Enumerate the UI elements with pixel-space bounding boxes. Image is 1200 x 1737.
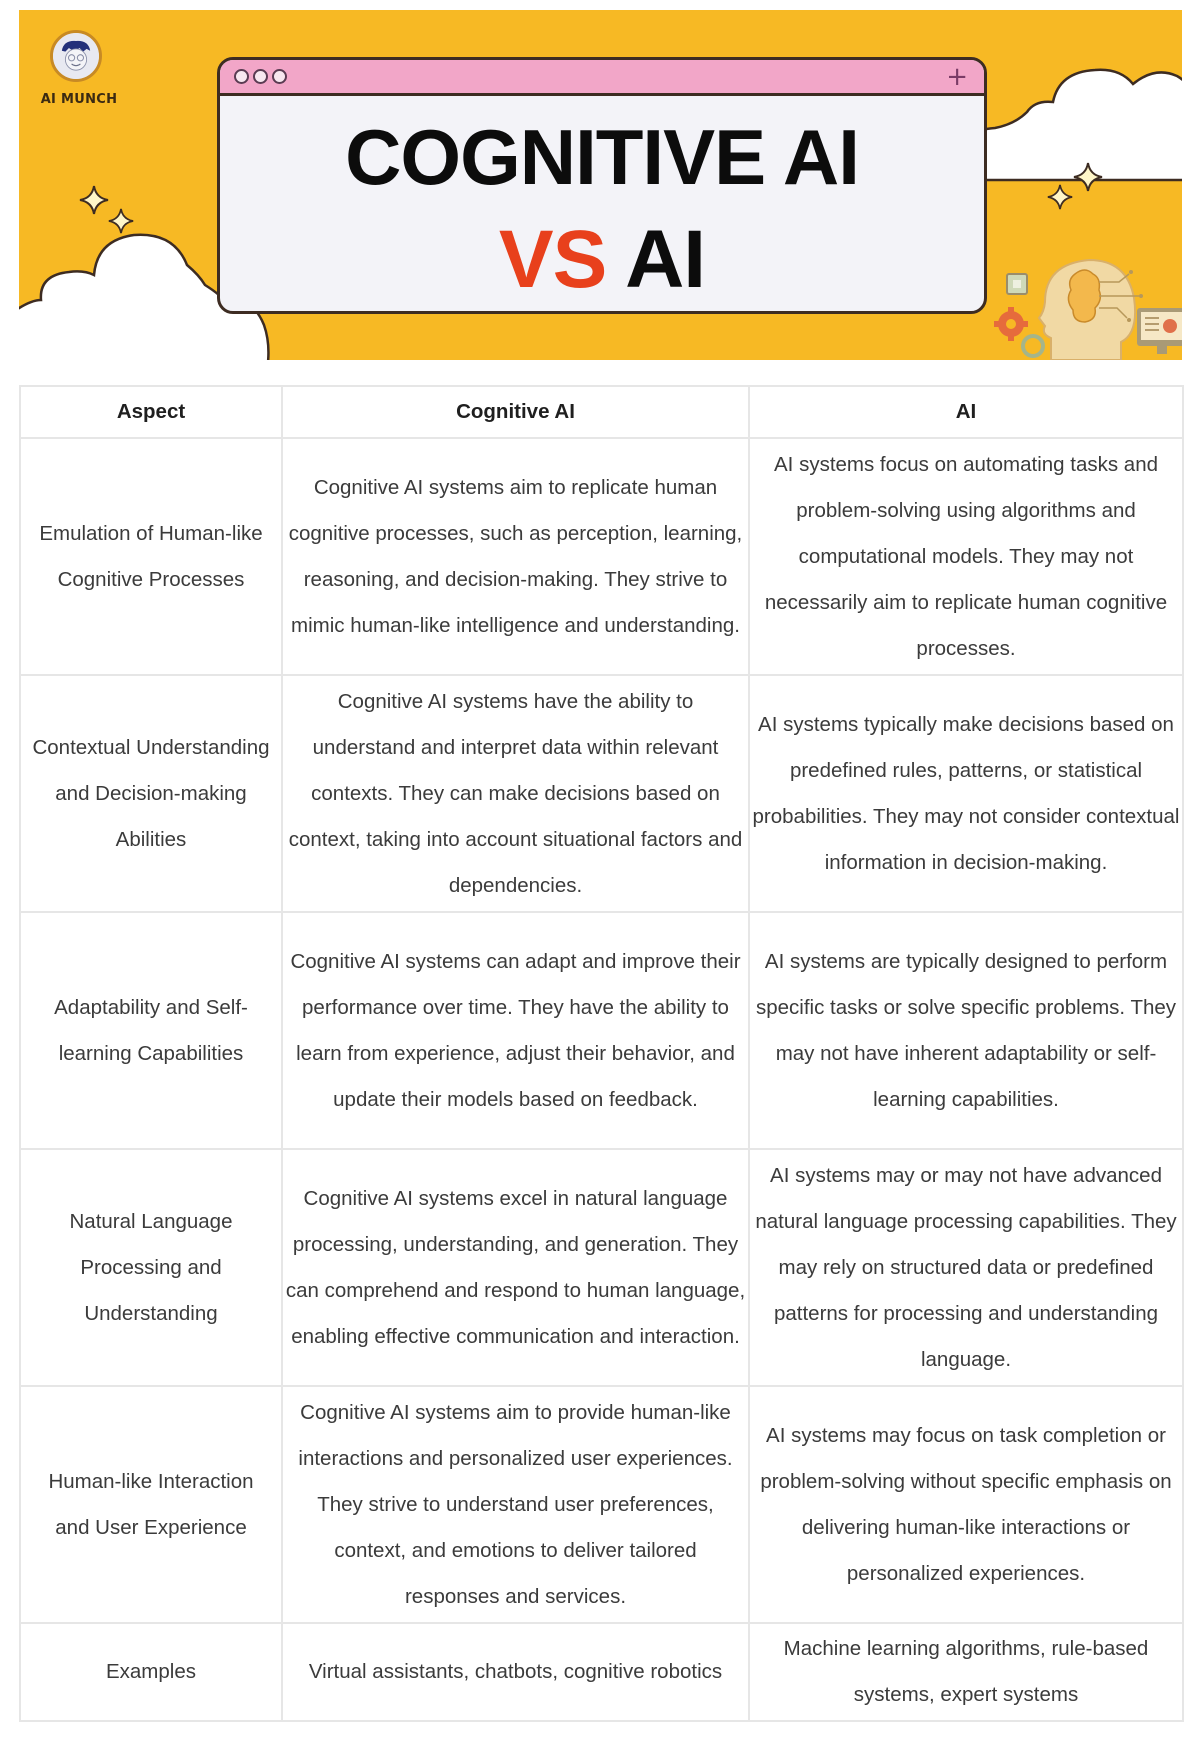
aspect-cell: Examples [20, 1623, 282, 1721]
cloud-icon [955, 62, 1182, 184]
ai-cell: AI systems are typically designed to perform specific tasks or solve specific problems. They may not have inherent adaptability or self-learning capabilities. [749, 912, 1183, 1149]
table-row [20, 438, 1183, 675]
column-header-cognitive-ai: Cognitive AI [282, 386, 749, 438]
window-dot-icon [272, 69, 287, 84]
ai-cell: AI systems may or may not have advanced natural language processing capabilities. They may rely on structured data or predefined patterns for processing and understanding language. [749, 1149, 1183, 1386]
window-title-bar [220, 60, 984, 96]
sparkle-icon [1073, 162, 1103, 192]
column-header-ai: AI [749, 386, 1183, 438]
cognitive-ai-cell: Cognitive AI systems have the ability to understand and interpret data within relevant contexts. They can make decisions based on context, taking into account situational factors and dependencies. [282, 675, 749, 912]
brain-head-icon [989, 238, 1182, 360]
cognitive-ai-cell: Cognitive AI systems aim to provide human-like interactions and personalized user experiences. They strive to understand user preferences, context, and emotions to deliver tailored responses and services. [282, 1386, 749, 1623]
table-row [20, 1386, 1183, 1623]
aspect-cell: Human-like Interaction and User Experience [20, 1386, 282, 1623]
aspect-cell: Contextual Understanding and Decision-making Abilities [20, 675, 282, 912]
header-banner [19, 10, 1182, 360]
aspect-cell: Adaptability and Self-learning Capabilities [20, 912, 282, 1149]
title-ai: AI [625, 214, 706, 305]
cognitive-ai-cell: Cognitive AI systems can adapt and improve their performance over time. They have the ability to learn from experience, adjust their behavior, and update their models based on feedback. [282, 912, 749, 1149]
column-header-aspect: Aspect [20, 386, 282, 438]
aspect-cell: Emulation of Human-like Cognitive Processes [20, 438, 282, 675]
sparkle-icon [79, 185, 109, 215]
comparison-table [19, 385, 1182, 1722]
table-row [20, 675, 1183, 912]
page-title-line-2 [220, 214, 984, 306]
window-dot-icon [234, 69, 249, 84]
table-row [20, 1149, 1183, 1386]
cognitive-ai-cell: Virtual assistants, chatbots, cognitive robotics [282, 1623, 749, 1721]
table-row [20, 912, 1183, 1149]
page-title-line-1: COGNITIVE AI [345, 113, 859, 201]
cognitive-ai-cell: Cognitive AI systems aim to replicate human cognitive processes, such as perception, learning, reasoning, and decision-making. They strive to mimic human-like intelligence and understanding. [282, 438, 749, 675]
ai-cell: Machine learning algorithms, rule-based systems, expert systems [749, 1623, 1183, 1721]
cognitive-ai-cell: Cognitive AI systems excel in natural language processing, understanding, and generation. They can comprehend and respond to human language, enabling effective communication and interaction. [282, 1149, 749, 1386]
table-row [20, 1623, 1183, 1721]
table-header-row [20, 386, 1183, 438]
plus-icon: + [946, 62, 968, 92]
brand-name: AI MUNCH [40, 92, 118, 107]
window-dot-icon [253, 69, 268, 84]
aspect-cell: Natural Language Processing and Understanding [20, 1149, 282, 1386]
ai-cell: AI systems may focus on task completion or problem-solving without specific emphasis on delivering human-like interactions or personalized experiences. [749, 1386, 1183, 1623]
sparkle-icon [1047, 184, 1073, 210]
ai-cell: AI systems typically make decisions based on predefined rules, patterns, or statistical probabilities. They may not consider contextual information in decision-making. [749, 675, 1183, 912]
ai-cell: AI systems focus on automating tasks and problem-solving using algorithms and computational models. They may not necessarily aim to replicate human cognitive processes. [749, 438, 1183, 675]
title-vs: VS [498, 214, 607, 305]
title-window [217, 57, 987, 314]
logo-avatar-icon [50, 30, 102, 82]
